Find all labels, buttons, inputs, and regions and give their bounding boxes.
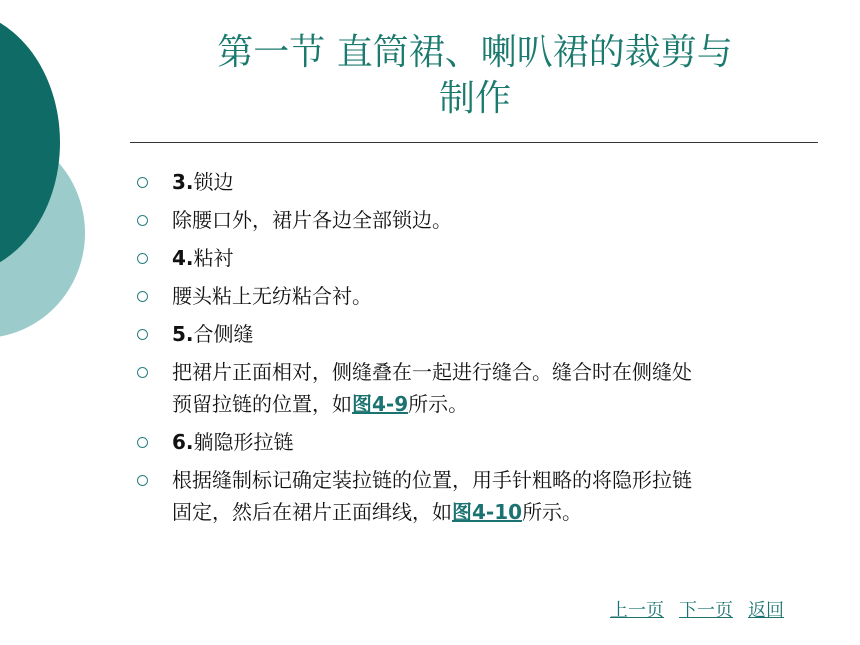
prev-page-link[interactable]: 上一页	[610, 600, 664, 621]
bullet-icon	[137, 291, 148, 302]
slide-title	[130, 30, 820, 122]
item-text: 所示。	[408, 392, 469, 416]
item-text-line-2	[172, 496, 815, 528]
item-text: 固定，然后在裙片正面缉线，如	[172, 500, 452, 524]
bullet-icon	[137, 177, 148, 188]
bullet-icon	[137, 329, 148, 340]
content-list	[135, 166, 815, 534]
list-item	[135, 280, 815, 312]
bullet-icon	[137, 367, 148, 378]
list-item-heading	[135, 426, 815, 458]
bullet-icon	[137, 475, 148, 486]
item-text: 预留拉链的位置，如	[172, 392, 352, 416]
figure-4-9-link[interactable]: 图4-9	[352, 392, 409, 416]
item-text: 腰头粘上无纺粘合衬。	[172, 284, 372, 308]
bullet-icon	[137, 437, 148, 448]
item-text-line-1: 根据缝制标记确定装拉链的位置，用手针粗略的将隐形拉链	[172, 468, 692, 492]
item-text: 粘衬	[193, 246, 234, 270]
slide-navigation	[610, 596, 784, 622]
bullet-icon	[137, 215, 148, 226]
figure-4-10-link[interactable]: 图4-10	[452, 500, 523, 524]
item-number: 5.	[172, 322, 194, 346]
list-item-heading	[135, 318, 815, 350]
item-text-line-1: 把裙片正面相对，侧缝叠在一起进行缝合。缝合时在侧缝处	[172, 360, 692, 384]
bullet-icon	[137, 253, 148, 264]
list-item	[135, 464, 815, 528]
item-number: 3.	[172, 170, 194, 194]
item-number: 4.	[172, 246, 194, 270]
title-line-1: 第一节 直筒裙、喇叭裙的裁剪与	[217, 32, 733, 73]
back-link[interactable]: 返回	[748, 600, 784, 621]
title-divider	[130, 142, 818, 143]
item-text: 锁边	[193, 170, 234, 194]
list-item-heading	[135, 166, 815, 198]
item-text: 所示。	[522, 500, 583, 524]
item-text: 合侧缝	[193, 322, 254, 346]
next-page-link[interactable]: 下一页	[679, 600, 733, 621]
title-line-2: 制作	[438, 78, 511, 119]
list-item	[135, 356, 815, 420]
list-item-heading	[135, 242, 815, 274]
item-number: 6.	[172, 430, 194, 454]
list-item	[135, 204, 815, 236]
item-text: 躺隐形拉链	[193, 430, 294, 454]
item-text-line-2	[172, 388, 815, 420]
item-text: 除腰口外，裙片各边全部锁边。	[172, 208, 452, 232]
